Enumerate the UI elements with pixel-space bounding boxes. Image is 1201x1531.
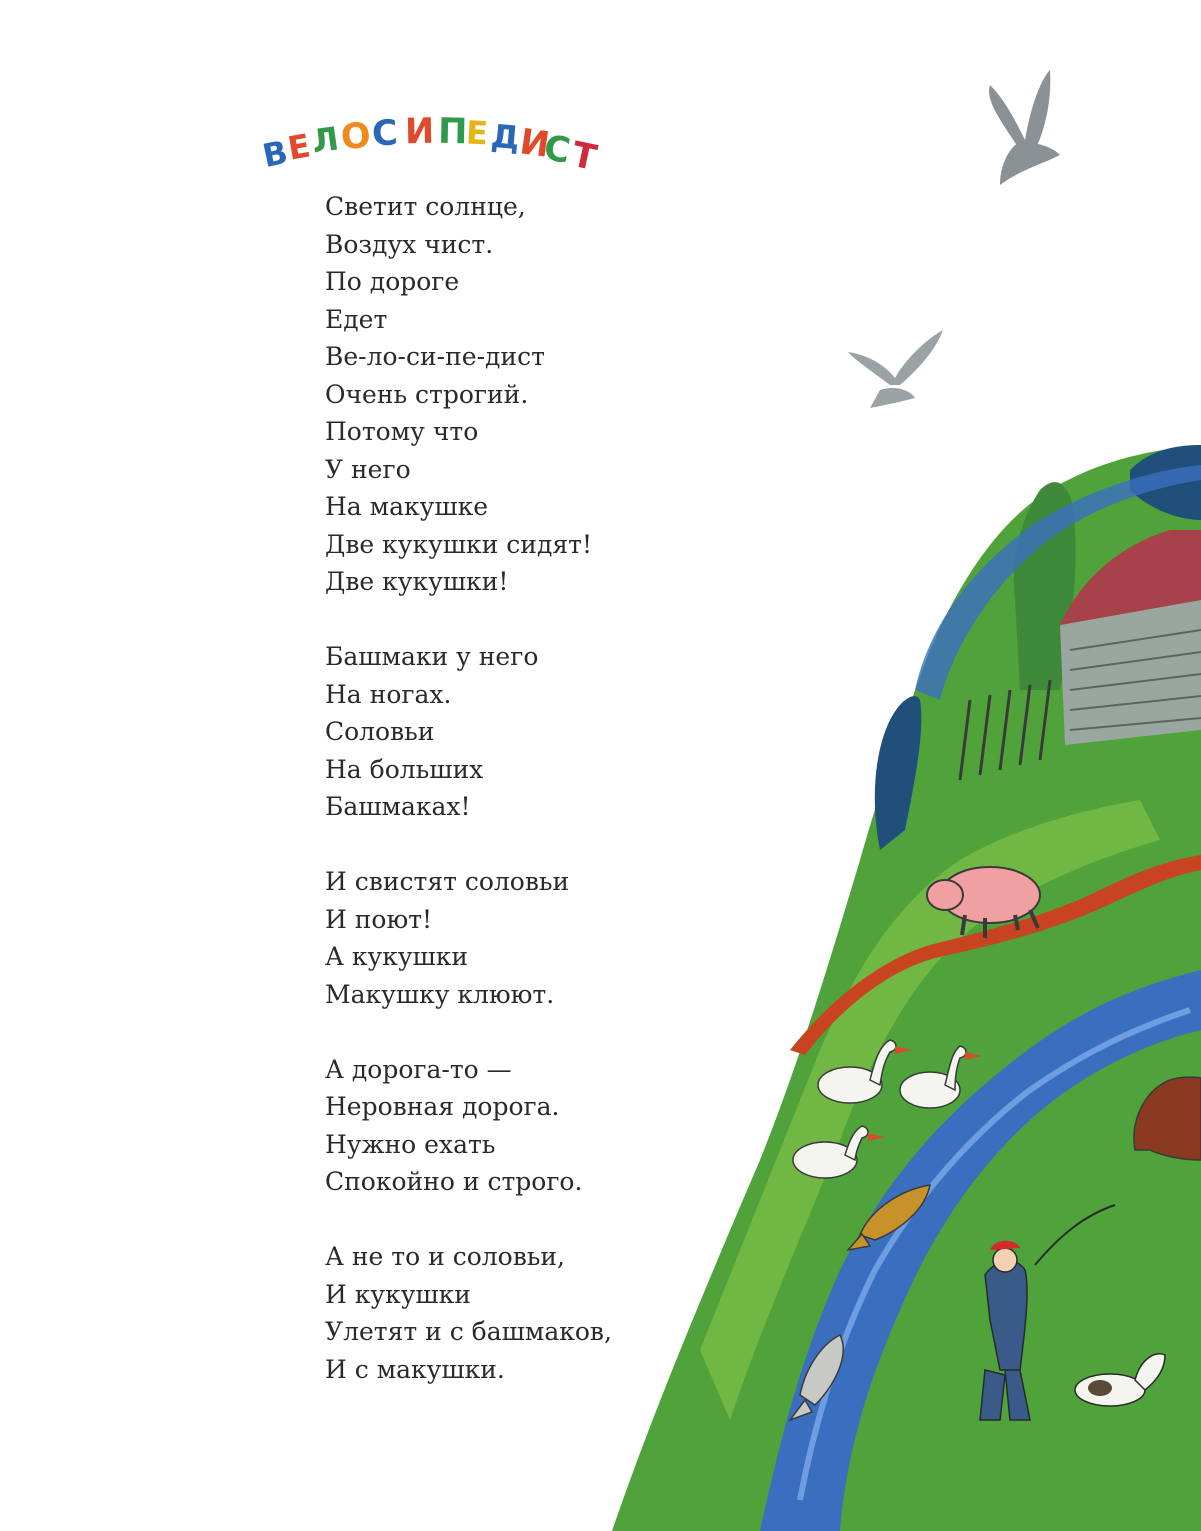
poem-line: И кукушки [325,1279,471,1309]
title-letter: Л [309,119,342,161]
poem-line: Улетят и с башмаков, [325,1317,612,1346]
poem-line: Соловьи [325,717,435,746]
poem-line: Башмаки у него [325,642,539,671]
poem-line: Воздух чист. [325,229,494,259]
poem-line: Очень строгий. [325,379,529,409]
poem-line: Потому что [325,417,479,446]
poem-line: Макушку клюют. [325,979,555,1009]
poem-line: Ве-ло-си-пе-дист [325,342,545,371]
title-letter: В [259,132,292,176]
stanza [325,1238,785,1388]
title-letter: Е [465,113,489,153]
poem-line: А не то и соловьи, [325,1242,566,1271]
poem-line: Две кукушки сидят! [325,529,592,559]
poem-line: И свистят соловьи [325,867,570,896]
poem-line: А кукушки [325,942,469,971]
poem-line: По дороге [325,267,460,296]
bird-icon [989,70,1060,185]
poem-line: Две кукушки! [325,567,509,596]
poem-line: На больших [325,754,484,784]
title-letter: Т [568,134,600,180]
poem-title [255,100,625,180]
title-letter: О [339,115,373,159]
title-letter: И [404,111,435,153]
poem-line: Нужно ехать [325,1129,496,1159]
stanza [325,638,785,826]
poem-line: Башмаках! [325,792,471,821]
title-letter: С [370,113,399,155]
title-letter: Е [284,126,313,168]
bird-icon [848,330,943,408]
poem-line: На макушке [325,492,489,521]
stanza [325,1051,785,1201]
poem-line: И с макушки. [325,1354,505,1384]
title-letter: П [437,111,468,153]
poem-line: Светит солнце, [325,192,526,221]
stanza [325,863,785,1013]
stanza [325,188,785,601]
poem-line: А дорога-то — [325,1054,512,1084]
title-letter: Д [489,116,522,158]
poem-line: Неровная дорога. [325,1092,560,1121]
poem-text [325,188,785,1426]
title-letter: С [540,128,574,172]
poem-line: Едет [325,304,388,334]
poem-line: И поют! [325,904,433,934]
poem-line: На ногах. [325,679,452,709]
title-letter: И [517,122,553,166]
poem-line: У него [325,454,411,484]
poem-line: Спокойно и строго. [325,1167,583,1196]
